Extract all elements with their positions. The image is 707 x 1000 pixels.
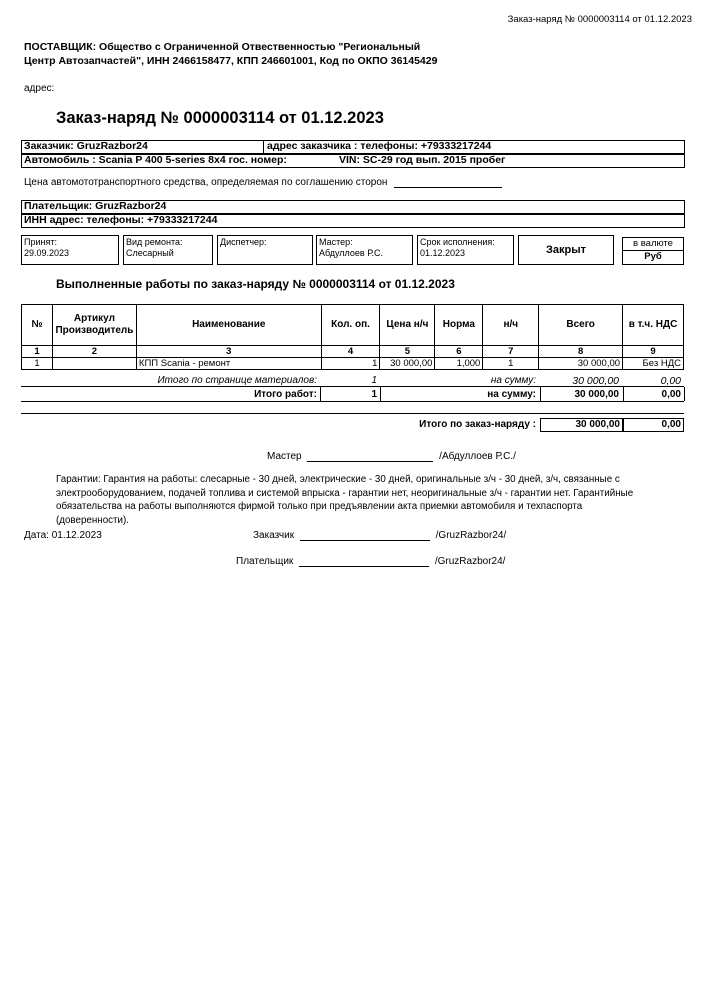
page-materials-label: Итого по странице материалов: [157, 375, 317, 386]
works-total-label: Итого работ: [254, 389, 317, 400]
payer-signature-name: /GruzRazbor24/ [434, 556, 506, 567]
master-box [316, 235, 413, 265]
customer-row [21, 140, 685, 154]
currency-box [622, 237, 684, 265]
table-header [22, 305, 684, 346]
payer-signature-label: Плательщик [236, 556, 294, 567]
price-agreement [24, 177, 502, 188]
col-number: 9 [623, 346, 684, 358]
currency-value: Руб [622, 251, 684, 265]
row-number: 1 [22, 358, 53, 370]
master-value: Абдуллоев Р.С. [319, 248, 384, 258]
guarantee-text: Гарантии: Гарантия на работы: слесарные - 30 дней, электрические - 30 дней, оригинальные з/ч - 30 дней, з/ч, связанные с электрооборудованием, подачей топлива и системой впрыска - гарантии нет, неоригинальные з/ч - гарантии нет. Гарантийные обязательства на работы выполняются фирмой только при предъявлении акта приемки автомобиля и техпаспорта (доверенности). [56, 474, 634, 526]
customer-name: Заказчик: GruzRazbor24 [24, 140, 148, 152]
col-header: в т.ч. НДС [623, 305, 684, 346]
currency-label: в валюте [622, 237, 684, 251]
works-table [21, 304, 684, 370]
works-title: Выполненные работы по заказ-наряду № 0000003114 от 01.12.2023 [56, 277, 455, 291]
works-sum-label: на сумму: [487, 389, 536, 400]
customer-address: адрес заказчика : телефоны: +79333217244 [267, 140, 492, 152]
col-header: № [22, 305, 53, 346]
price-agreement-line [394, 187, 502, 188]
accepted-label: Принят: [24, 237, 57, 247]
row-vat: Без НДС [623, 358, 684, 370]
master-signature-name: /Абдуллоев Р.С./ [439, 451, 516, 462]
document-date: Дата: 01.12.2023 [24, 530, 102, 541]
payer-details-row [21, 214, 685, 228]
row-total: 30 000,00 [539, 358, 623, 370]
col-header: Норма [435, 305, 483, 346]
supplier-info: ПОСТАВЩИК: Общество с Ограниченной Отвественностью "Региональный Центр Автозапчастей", ИНН 2466158477, КПП 246601001, Код по ОКПО 36145429 [24, 41, 438, 67]
document-header: Заказ-наряд № 0000003114 от 01.12.2023 [507, 14, 692, 25]
payer-row [21, 200, 685, 214]
customer-signature-label: Заказчик [253, 530, 295, 541]
works-vat: 0,00 [661, 389, 681, 400]
page-title: Заказ-наряд № 0000003114 от 01.12.2023 [56, 109, 384, 127]
repair-type-box [123, 235, 213, 265]
dispatcher-label: Диспетчер: [220, 237, 267, 247]
master-signature-line [307, 461, 433, 462]
col-header: н/ч [483, 305, 539, 346]
dispatcher-box [217, 235, 313, 265]
payer-name: Плательщик: GruzRazbor24 [24, 200, 167, 212]
repair-type-label: Вид ремонта: [126, 237, 183, 247]
works-total-qty: 1 [371, 389, 377, 400]
col-header: Всего [539, 305, 623, 346]
status-badge [518, 235, 614, 265]
status-text: Закрыт [545, 244, 586, 256]
row-norm: 1,000 [435, 358, 483, 370]
works-sum: 30 000,00 [574, 389, 619, 400]
repair-type-value: Слесарный [126, 248, 174, 258]
col-header: Цена н/ч [380, 305, 435, 346]
accepted-value: 29.09.2023 [24, 248, 70, 258]
order-total-sum: 30 000,00 [540, 418, 623, 432]
col-number: 3 [136, 346, 321, 358]
col-header: Кол. оп. [321, 305, 380, 346]
order-total-label: Итого по заказ-наряду : [419, 419, 536, 430]
payer-details: ИНН адрес: телефоны: +79333217244 [24, 214, 218, 226]
accepted-box [21, 235, 119, 265]
supplier-address-label: адрес: [24, 83, 55, 94]
col-number: 7 [483, 346, 539, 358]
customer-signature-name: /GruzRazbor24/ [435, 530, 507, 541]
master-signature-label: Мастер [267, 451, 302, 462]
col-number: 4 [321, 346, 380, 358]
payer-signature-line [299, 566, 429, 567]
vehicle-vin: VIN: SC-29 год вып. 2015 пробег [339, 154, 506, 166]
works-total [21, 388, 684, 402]
page-sum: 30 000,00 [572, 375, 619, 387]
page-materials-qty: 1 [371, 375, 377, 386]
table-row [22, 358, 684, 370]
order-total-vat: 0,00 [623, 418, 684, 432]
page-vat: 0,00 [660, 375, 681, 387]
deadline-box [417, 235, 514, 265]
vehicle-model: Автомобиль : Scania P 400 5-series 8x4 гос. номер: [24, 154, 287, 166]
master-label: Мастер: [319, 237, 353, 247]
payer-signature [236, 556, 505, 567]
master-signature [267, 451, 516, 462]
customer-signature [253, 530, 506, 541]
col-number: 6 [435, 346, 483, 358]
col-number: 8 [539, 346, 623, 358]
deadline-label: Срок исполнения: [420, 237, 495, 247]
row-quantity: 1 [321, 358, 380, 370]
price-agreement-text: Цена автомототранспортного средства, определяемая по соглашению сторон [24, 177, 388, 188]
col-header: Артикул Производитель [52, 305, 136, 346]
col-number: 2 [52, 346, 136, 358]
table-column-numbers [22, 346, 684, 358]
deadline-value: 01.12.2023 [420, 248, 466, 258]
row-hours: 1 [483, 358, 539, 370]
page-sum-label: на сумму: [490, 375, 536, 386]
col-header: Наименование [136, 305, 321, 346]
vehicle-row [21, 154, 685, 168]
row-name: КПП Scania - ремонт [136, 358, 321, 370]
row-price: 30 000,00 [380, 358, 435, 370]
row-article [52, 358, 136, 370]
col-number: 1 [22, 346, 53, 358]
col-number: 5 [380, 346, 435, 358]
customer-signature-line [300, 540, 430, 541]
